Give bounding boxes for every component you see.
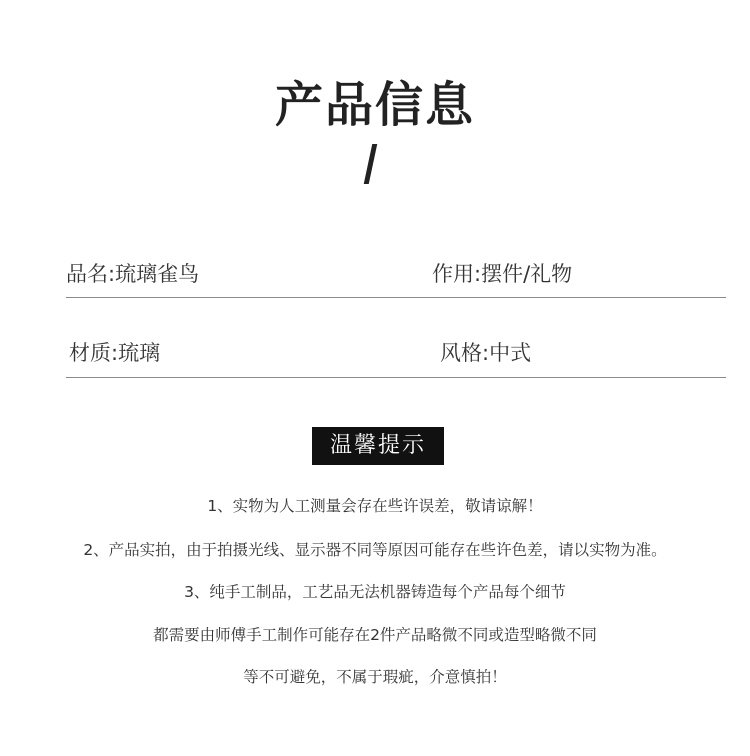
info-label-name: 品名 xyxy=(66,262,108,286)
notice-line: 等不可避免，不属于瑕疵，介意慎拍！ xyxy=(243,668,507,686)
info-colon: : xyxy=(474,262,482,286)
page-title: 产品信息 xyxy=(274,77,475,133)
info-colon: : xyxy=(108,262,116,286)
info-value-style: 中式 xyxy=(489,341,532,365)
notice-line: 3、纯手工制品，工艺品无法机器铸造每个产品每个细节 xyxy=(184,583,566,601)
notice-line: 2、产品实拍，由于拍摄光线、显示器不同等原因可能存在些许色差，请以实物为准。 xyxy=(83,541,667,559)
info-colon: : xyxy=(482,341,490,365)
info-item-material xyxy=(69,337,160,367)
info-item-usage xyxy=(432,258,572,288)
notice-line: 都需要由师傅手工制作可能存在2件产品略微不同或造型略微不同 xyxy=(153,626,597,644)
info-value-material: 琉璃 xyxy=(118,341,161,365)
info-divider xyxy=(66,377,726,378)
notice-badge: 温馨提示 xyxy=(312,427,444,465)
info-item-name xyxy=(66,258,199,288)
notice-line: 1、实物为人工测量会存在些许误差，敬请谅解！ xyxy=(207,497,543,515)
info-colon: : xyxy=(111,341,119,365)
info-divider xyxy=(66,297,726,298)
title-slash-decoration xyxy=(364,144,378,184)
info-label-style: 风格 xyxy=(440,341,482,365)
info-value-usage: 摆件/礼物 xyxy=(481,262,573,286)
info-value-name: 琉璃雀鸟 xyxy=(115,262,200,286)
info-label-usage: 作用 xyxy=(432,262,474,286)
info-label-material: 材质 xyxy=(69,341,111,365)
info-item-style xyxy=(440,337,531,367)
